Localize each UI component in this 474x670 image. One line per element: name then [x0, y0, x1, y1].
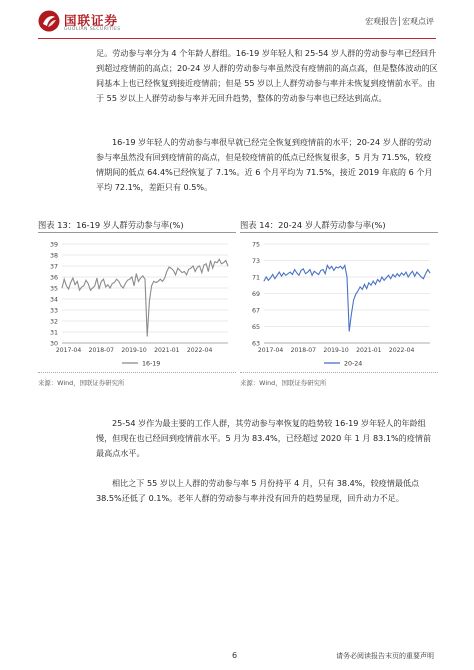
data-point: [112, 283, 113, 284]
data-point: [83, 285, 84, 286]
data-point: [417, 272, 418, 273]
data-point: [206, 263, 207, 264]
data-point: [153, 281, 154, 282]
data-point: [347, 277, 348, 278]
data-point: [199, 266, 200, 267]
data-point: [62, 288, 63, 289]
data-point: [338, 268, 339, 269]
page-number: 6: [232, 651, 238, 660]
data-point: [268, 280, 269, 281]
x-tick-label: 2022-04: [186, 347, 213, 354]
data-point: [108, 284, 109, 285]
y-tick-label: 67: [251, 307, 260, 315]
figure-13-source: 来源：Wind，国联证券研究所: [38, 379, 125, 387]
data-point: [175, 274, 176, 275]
data-point: [366, 288, 367, 289]
data-point: [136, 273, 137, 274]
figure-14-chart: [240, 236, 438, 368]
data-point: [318, 274, 319, 275]
data-point: [364, 284, 365, 285]
data-point: [334, 270, 335, 271]
y-tick-label: 36: [49, 274, 58, 282]
data-point: [66, 285, 67, 286]
data-point: [406, 272, 407, 273]
data-point: [219, 259, 220, 260]
data-point: [368, 282, 369, 283]
data-point: [342, 268, 343, 269]
data-point: [425, 273, 426, 274]
data-point: [97, 278, 98, 279]
data-point: [127, 280, 128, 281]
data-point: [386, 277, 387, 278]
figure-14-title-rule: [240, 232, 438, 233]
data-point: [114, 282, 115, 283]
y-tick-label: 38: [49, 252, 58, 260]
figure-14-title: 图表 14：20-24 岁人群劳动参与率(%): [240, 220, 386, 230]
data-point: [70, 282, 71, 283]
data-point: [79, 290, 80, 291]
x-tick-label: 2017-04: [55, 347, 82, 354]
data-point: [208, 271, 209, 272]
data-point: [305, 273, 306, 274]
data-point: [314, 271, 315, 272]
data-point: [125, 283, 126, 284]
y-tick-label: 69: [251, 290, 260, 298]
data-point: [423, 278, 424, 279]
data-point: [184, 271, 185, 272]
data-point: [169, 267, 170, 268]
y-tick-label: 73: [251, 257, 260, 265]
data-point: [221, 263, 222, 264]
data-point: [395, 277, 396, 278]
data-point: [177, 268, 178, 269]
data-point: [151, 285, 152, 286]
y-tick-label: 31: [49, 329, 58, 337]
data-point: [118, 281, 119, 282]
y-tick-label: 63: [251, 340, 260, 348]
data-point: [401, 273, 402, 274]
data-point: [92, 288, 93, 289]
paragraph-1: 足。劳动参与率分为 4 个年龄人群组。16-19 岁年轻人和 25-54 岁人群的劳动参与率已经回升到超过疫情前的高点；20-24 岁人群的劳动参与率虽然没有疫情前的高点高，但是整体波动的区间基本上也已经恢复到接近疫情前；但是 55 岁以上人群劳动参与率并未恢复到疫情前水平。由于 55 岁以上人群劳动参与率并无回升趋势，整体的劳动参与率也已经达到高点。: [96, 48, 438, 103]
data-point: [101, 281, 102, 282]
data-point: [180, 270, 181, 271]
data-point: [393, 274, 394, 275]
data-point: [186, 274, 187, 275]
data-point: [147, 336, 148, 337]
data-point: [419, 274, 420, 275]
logo-text-cn: 国联证券: [64, 13, 119, 28]
data-point: [121, 285, 122, 286]
data-point: [353, 300, 354, 301]
data-point: [134, 285, 135, 286]
data-point: [73, 278, 74, 279]
figure-13-chart: [38, 236, 236, 368]
data-point: [294, 269, 295, 270]
x-tick-label: 2018-07: [88, 347, 115, 354]
y-tick-label: 37: [49, 263, 58, 271]
data-point: [138, 281, 139, 282]
data-point: [110, 288, 111, 289]
data-point: [145, 279, 146, 280]
data-point: [142, 276, 143, 277]
data-point: [225, 260, 226, 261]
data-point: [215, 261, 216, 262]
x-tick-label: 2022-04: [388, 347, 415, 354]
data-point: [279, 272, 280, 273]
data-point: [204, 265, 205, 266]
data-point: [349, 331, 350, 332]
data-point: [132, 277, 133, 278]
data-point: [340, 266, 341, 267]
data-point: [193, 266, 194, 267]
y-tick-label: 75: [251, 241, 260, 249]
data-point: [105, 287, 106, 288]
data-point: [316, 273, 317, 274]
figure-13-title: 图表 13：16-19 岁人群劳动参与率(%): [38, 220, 184, 230]
data-point: [171, 268, 172, 269]
data-point: [410, 273, 411, 274]
data-point: [201, 272, 202, 273]
data-point: [427, 269, 428, 270]
company-logo: [38, 10, 153, 36]
data-point: [173, 270, 174, 271]
x-tick-label: 2021-01: [356, 347, 382, 354]
data-point: [283, 273, 284, 274]
data-point: [310, 269, 311, 270]
data-point: [323, 269, 324, 270]
y-tick-label: 35: [49, 285, 58, 293]
x-tick-label: 2017-04: [257, 347, 284, 354]
series-line-20-24: [264, 265, 430, 331]
y-tick-label: 65: [251, 323, 260, 331]
data-point: [103, 279, 104, 280]
paragraph-3: 25-54 岁作为最主要的工作人群，其劳动参与率恢复的趋势较 16-19 岁年轻人的年龄组慢，但现在也已经回到疫情前水平。5 月为 83.4%，已经超过 2020 年 1 月 83.1%的疫情前最高点水平。: [96, 418, 432, 458]
data-point: [156, 282, 157, 283]
y-tick-label: 39: [49, 241, 58, 249]
data-point: [210, 260, 211, 261]
y-tick-label: 71: [251, 274, 260, 282]
data-point: [140, 278, 141, 279]
data-point: [281, 276, 282, 277]
data-point: [264, 281, 265, 282]
data-point: [320, 270, 321, 271]
figure-14-source-rule: [240, 372, 438, 373]
data-point: [358, 291, 359, 292]
data-point: [292, 274, 293, 275]
data-point: [158, 281, 159, 282]
data-point: [191, 268, 192, 269]
data-point: [360, 287, 361, 288]
y-tick-label: 34: [49, 296, 58, 304]
data-point: [129, 279, 130, 280]
legend-label: 20-24: [344, 360, 363, 368]
data-point: [336, 267, 337, 268]
data-point: [362, 289, 363, 290]
figure-14-source: 来源：Wind，国联证券研究所: [240, 379, 327, 387]
data-point: [351, 314, 352, 315]
x-tick-label: 2021-01: [154, 347, 180, 354]
document-type-label: 宏观报告│宏观点评: [365, 17, 434, 26]
data-point: [270, 277, 271, 278]
x-tick-label: 2019-10: [323, 347, 349, 354]
data-point: [375, 284, 376, 285]
data-point: [403, 275, 404, 276]
data-point: [373, 281, 374, 282]
series-line-16-19: [62, 259, 228, 336]
data-point: [197, 267, 198, 268]
data-point: [414, 276, 415, 277]
data-point: [277, 275, 278, 276]
data-point: [275, 278, 276, 279]
data-point: [195, 271, 196, 272]
data-point: [301, 270, 302, 271]
logo-mark-icon: [38, 10, 60, 32]
data-point: [327, 265, 328, 266]
data-point: [64, 279, 65, 280]
data-point: [77, 281, 78, 282]
data-point: [377, 279, 378, 280]
data-point: [325, 273, 326, 274]
data-point: [149, 301, 150, 302]
data-point: [355, 294, 356, 295]
data-point: [397, 273, 398, 274]
data-point: [223, 262, 224, 263]
data-point: [379, 282, 380, 283]
data-point: [384, 280, 385, 281]
data-point: [382, 277, 383, 278]
y-tick-label: 33: [49, 307, 58, 315]
y-tick-label: 32: [49, 318, 58, 326]
data-point: [296, 273, 297, 274]
data-point: [160, 279, 161, 280]
data-point: [290, 272, 291, 273]
page-header: [0, 0, 474, 40]
data-point: [212, 268, 213, 269]
data-point: [430, 273, 431, 274]
data-point: [86, 280, 87, 281]
data-point: [388, 275, 389, 276]
data-point: [390, 278, 391, 279]
data-point: [303, 268, 304, 269]
data-point: [329, 268, 330, 269]
data-point: [162, 281, 163, 282]
header-divider: [38, 38, 436, 39]
data-point: [288, 273, 289, 274]
data-point: [217, 262, 218, 263]
logo-text-en: GUOLIAN SECURITIES: [64, 27, 121, 32]
data-point: [99, 289, 100, 290]
paragraph-2: 16-19 岁年轻人的劳动参与率很早就已经完全恢复到疫情前的水平；20-24 岁人群的劳动参与率虽然没有回到疫情前的高点，但是较疫情前的低点已经恢复很多，5 月为 71.5%，较疫情期间的低点 64.4%已经恢复了 7.1%。近 6 个月平均为 71.5%，接近 2019 年底的 6 个月平均 72.1%，差距只有 0.5%。: [96, 137, 433, 192]
data-point: [188, 269, 189, 270]
data-point: [272, 274, 273, 275]
data-point: [408, 277, 409, 278]
legend-label: 16-19: [142, 360, 161, 368]
data-point: [68, 289, 69, 290]
figure-13-source-rule: [38, 372, 236, 373]
data-point: [412, 271, 413, 272]
x-tick-label: 2019-10: [121, 347, 147, 354]
data-point: [75, 284, 76, 285]
data-point: [421, 277, 422, 278]
data-point: [182, 272, 183, 273]
x-tick-label: 2018-07: [290, 347, 317, 354]
y-tick-label: 30: [49, 340, 58, 348]
data-point: [164, 278, 165, 279]
data-point: [307, 272, 308, 273]
data-point: [94, 285, 95, 286]
data-point: [90, 290, 91, 291]
data-point: [285, 275, 286, 276]
data-point: [228, 266, 229, 267]
footer-disclaimer: 请务必阅读报告末页的重要声明: [336, 652, 434, 660]
paragraph-4: 相比之下 55 岁以上人群的劳动参与率 5 月份持平 4 月，只有 38.4%，较疫情最低点 38.5%还低了 0.1%。老年人群的劳动参与率并没有回升的趋势显现，回升动力不足。: [96, 478, 420, 503]
data-point: [166, 271, 167, 272]
data-point: [299, 275, 300, 276]
data-point: [371, 285, 372, 286]
data-point: [312, 275, 313, 276]
figure-13-title-rule: [38, 232, 236, 233]
data-point: [399, 276, 400, 277]
data-point: [116, 279, 117, 280]
data-point: [123, 288, 124, 289]
data-point: [88, 283, 89, 284]
data-point: [344, 265, 345, 266]
data-point: [331, 266, 332, 267]
data-point: [266, 277, 267, 278]
data-point: [81, 287, 82, 288]
